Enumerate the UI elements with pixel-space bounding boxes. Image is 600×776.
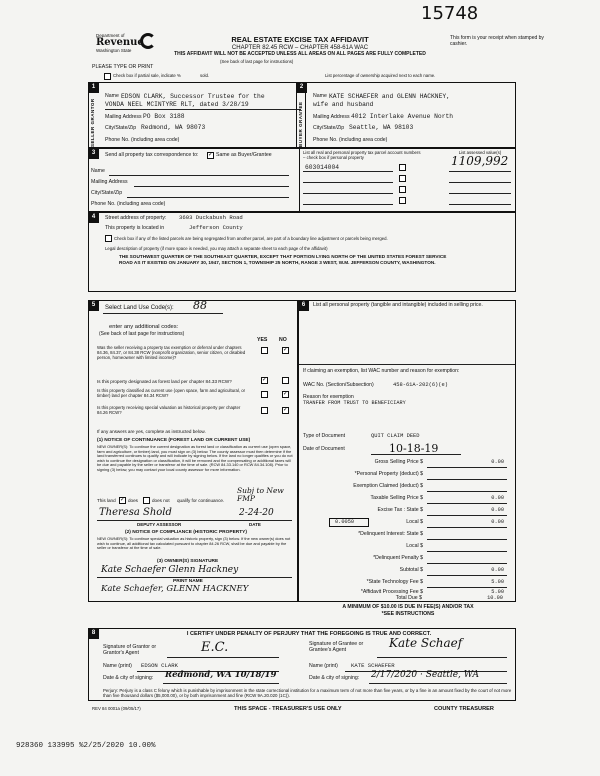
check-mark-icon: ✓ [208, 152, 214, 158]
tax-city-line [127, 197, 289, 198]
assessor-line [97, 520, 292, 521]
q3-no[interactable]: ✓ [283, 391, 289, 397]
segregated-checkbox[interactable] [105, 235, 112, 242]
affidavit-fee-value[interactable]: 5.00 [491, 589, 504, 595]
taxable-value[interactable]: 0.00 [491, 495, 504, 501]
personal-property-label: List all personal property (tangible and intangible) included in selling price. [313, 302, 483, 308]
assessed-value[interactable]: 1109,992 [451, 154, 509, 168]
taxable-label: Taxable Selling Price $ [370, 495, 423, 501]
print-name: Kate Schaefer, GLENN HACKNEY [101, 584, 249, 594]
doc-date-value[interactable]: 10-18-19 [389, 442, 439, 455]
assessed-header: List assessed value(s) [458, 150, 502, 155]
parcel-line-2 [303, 182, 393, 183]
amount-line-3 [427, 491, 507, 492]
property-section [88, 212, 516, 292]
parcel-line-1 [303, 171, 393, 172]
tax-mailing-label: Mailing Address [91, 179, 128, 185]
section-number: 8 [88, 628, 99, 639]
section-number: 3 [88, 148, 99, 159]
buyer-section [296, 82, 516, 148]
amount-line-2 [427, 479, 507, 480]
q4-no[interactable]: ✓ [283, 407, 289, 413]
if-yes-note: If any answers are yes, complete as instructed below. [97, 429, 206, 434]
q1-no[interactable]: ✓ [283, 347, 289, 353]
excise-state-label: Excise Tax : State $ [377, 507, 423, 513]
land-use-underline [103, 313, 223, 314]
excise-state-value[interactable]: 0.00 [491, 507, 504, 513]
see-back-header: (See back of last page for instructions) [220, 59, 294, 64]
notice1-title: (1) NOTICE OF CONTINUANCE (FOREST LAND OR CURRENT USE) [97, 438, 251, 443]
land-use-see-back: (See back of last page for instructions) [99, 331, 185, 337]
grantee-date-line [369, 683, 507, 684]
grantee-sig-line [377, 657, 507, 658]
subtotal-value[interactable]: 0.00 [491, 567, 504, 573]
does-checkbox[interactable]: ✓ [120, 497, 126, 503]
sale-section [298, 300, 516, 602]
affidavit-fee-label: *Affidavit Processing Fee $ [360, 589, 423, 595]
form-warning: THIS AFFIDAVIT WILL NOT BE ACCEPTED UNLESS ALL AREAS ON ALL PAGES ARE FULLY COMPLETED [174, 51, 426, 57]
local-label: Local $ [406, 519, 423, 525]
handwritten-file-number: 15748 [421, 3, 479, 24]
seller-side-label: SELLER GRANTOR [90, 98, 95, 147]
amount-line-4 [427, 503, 507, 504]
section-number: 4 [88, 212, 99, 223]
see-instructions: *SEE INSTRUCTIONS [381, 611, 435, 617]
street-label: Street address of property: [105, 215, 167, 221]
seller-section [88, 82, 306, 148]
total-value[interactable]: 10.00 [487, 595, 503, 601]
seller-mailing[interactable]: PO Box 3188 [143, 113, 185, 120]
parcel-number[interactable]: 603014004 [305, 164, 340, 171]
rev-number: REV 84 0001a (09/05/17) [92, 706, 141, 711]
owners-line [97, 577, 292, 578]
seller-name-underline [105, 109, 301, 110]
buyer-city-label: City/State/Zip [313, 125, 345, 131]
agency-line3: Washington State [96, 48, 132, 54]
no-header: NO [279, 337, 287, 343]
legal-description[interactable]: THE SOUTHWEST QUARTER OF THE SOUTHEAST QUARTER, EXCEPT THAT PORTION LYING NORTH OF THE UNITED STATES FOREST SERVICE ROAD AS IT EXISTED ON JANUARY 30, 1947, SECTION 1, TOWNSHIP 25 NORTH, RANGE 3 WEST, W.M. JEFFERSON COUNTY, WASHINGTON. [119, 254, 447, 265]
buyer-name-2[interactable]: wife and husband [313, 101, 374, 108]
gross-label: Gross Selling Price $ [374, 459, 423, 465]
amount-line-9 [427, 563, 507, 564]
grantee-signature: Kate Schaef [389, 636, 463, 650]
partial-sale-checkbox[interactable] [104, 73, 111, 80]
qualify-label: qualify for continuance. [177, 498, 225, 503]
amount-line-7 [427, 539, 507, 540]
buyer-city[interactable]: Seattle, WA 98103 [349, 124, 414, 131]
buyer-phone-label: Phone No. (including area code) [313, 137, 388, 143]
certification-section [88, 628, 516, 701]
section-number: 6 [298, 300, 309, 311]
buyer-side-label: BUYER GRANTEE [298, 101, 303, 147]
seller-phone-label: Phone No. (including area code) [105, 137, 180, 143]
recording-stamp: 928360 133995 %2/25/2020 10.00% [16, 742, 156, 750]
delinq-local-label: Local $ [406, 543, 423, 549]
form-subtitle: CHAPTER 82.45 RCW – CHAPTER 458-61A WAC [231, 45, 369, 51]
buyer-mailing-label: Mailing Address [313, 114, 350, 120]
wac-label: WAC No. (Section/Subsection) [303, 382, 374, 388]
grantee-name[interactable]: KATE SCHAEFER [351, 662, 395, 669]
sold-label: sold. [200, 73, 210, 78]
tech-fee-value[interactable]: 5.00 [491, 579, 504, 585]
amount-line-1 [427, 467, 507, 468]
notice2-body: NEW OWNER(S): To continue special valuation as historic property, sign (3) below. If the new owner(s) does not wish to continue, all additional tax calculated pursuant to chapter 84.26 RCW, shall be due and payable by the seller or transferor at the time of sale. [97, 536, 291, 551]
perjury-note: Perjury: Perjury is a class C felony which is punishable by imprisonment in the state correctional institution for a maximum term of not more than five years, or by a fine in an amount fixed by the court of not more than five thousand dollars ($5,000.00), or by both imprisonment and fine (RCW 9A.20.020 (1C)). [103, 688, 512, 699]
grantor-sig-label: Signature of Grantor or Grantor's Agent [103, 644, 157, 656]
gross-value[interactable]: 0.00 [491, 459, 504, 465]
grantor-sig-line [167, 657, 279, 658]
delinq-penalty-label: *Delinquent Penalty $ [373, 555, 423, 561]
send-correspondence-label: Send all property tax correspondence to: [105, 152, 199, 158]
print-name-label: PRINT NAME [173, 579, 203, 584]
subject-note: Subj to New FMP [237, 486, 284, 503]
tech-fee-label: *State Technology Fee $ [366, 579, 423, 585]
does-label: does [128, 498, 138, 503]
grantor-signature: E.C. [201, 640, 229, 655]
tax-mailing-line [134, 186, 289, 187]
tax-name-line [109, 175, 289, 176]
assessor-date: 2-24-20 [239, 508, 274, 518]
personal-property-checkbox-1[interactable] [399, 164, 406, 171]
amount-line-11 [427, 587, 507, 588]
grantor-date[interactable]: Redmond, WA 10/18/19 [165, 670, 277, 680]
ownership-pct-note: List percentage of ownership acquired next to each name. [325, 73, 436, 78]
tax-city-label: City/State/Zip [91, 190, 123, 196]
q2-yes[interactable]: ✓ [262, 377, 268, 383]
street-address[interactable]: 3603 Duckabush Road [179, 214, 243, 221]
notice2-title: (2) NOTICE OF COMPLIANCE (HISTORIC PROPERTY) [125, 530, 247, 535]
buyer-name-label: Name [313, 93, 327, 99]
grantee-date[interactable]: 2/17/2020 · Seattle, WA [371, 670, 480, 680]
revenue-logo-icon [140, 33, 156, 49]
buyer-name[interactable]: KATE SCHAEFER and GLENN HACKNEY, [329, 93, 450, 100]
notice1-body: NEW OWNER(S): To continue the current designation as forest land or classification as current use (open space, farm and agriculture, or timber) land, you must sign on (3) below. The county assessor must then determine if the land transferred continues to qualify and will indicate by signing below. If the land no longer qualifies or you do not wish to continue the designation or classification, it will be removed and the compensating or additional taxes will be due and payable by the seller or transferor at the time of sale. (RCW 84.33.140 or RCW 84.34.108). Prior to signing (3) below, you may contact your local county assessor for more information. [97, 444, 293, 473]
land-use-section [88, 300, 298, 602]
reason-value[interactable]: TRANFER FROM TRUST TO BENEFICIARY [303, 400, 406, 406]
date-label: DATE [249, 522, 261, 527]
grantor-date-label: Date & city of signing: [103, 675, 154, 681]
minimum-note: A MINIMUM OF $10.00 IS DUE IN FEE(S) AND/OR TAX [342, 604, 474, 610]
grantee-sig-label: Signature of Grantee or Grantee's Agent [309, 641, 364, 653]
grantee-name-label: Name (print) [309, 663, 338, 669]
q4: Is this property receiving special valuation as historical property per chapter 84.26 RCW? [97, 405, 241, 415]
county-treasurer: COUNTY TREASURER [434, 706, 494, 712]
reason-label: Reason for exemption [303, 394, 354, 400]
certify-statement: I CERTIFY UNDER PENALTY OF PERJURY THAT THE FOREGOING IS TRUE AND CORRECT. [186, 631, 432, 637]
q1-yes[interactable] [261, 347, 268, 354]
seller-city-label: City/State/Zip [105, 125, 137, 131]
assessed-line-3 [449, 193, 511, 194]
agency-line1: Department of [96, 33, 125, 38]
assessor-signature: Theresa Shold [99, 507, 172, 518]
does-not-label: does not [152, 498, 170, 503]
owners-signature: Kate Schaefer Glenn Hackney [101, 565, 239, 575]
receipt-note: This form is your receipt when stamped by cashier. [450, 35, 544, 47]
grantor-name[interactable]: EDSON CLARK [141, 662, 178, 669]
legal-label: Legal description of property (if more space is needed, you may attach a separate sheet to each page of the affidavit) [105, 246, 328, 251]
amount-line-10 [427, 575, 507, 576]
tax-correspondence-section [88, 148, 516, 212]
q3: Is this property classified as current use (open space, farm and agricultural, or timber) land per chapter 84.34 RCW? [97, 388, 246, 398]
grantor-name-label: Name (print) [103, 663, 132, 669]
q2-no[interactable] [282, 377, 289, 384]
tax-phone-label: Phone No. (including area code) [91, 201, 166, 207]
additional-codes-label: enter any additional codes: [109, 324, 179, 330]
personal-deduct-label: *Personal Property (deduct) $ [354, 471, 423, 477]
tax-name-label: Name [91, 168, 105, 174]
personal-property-checkbox-2[interactable] [399, 175, 406, 182]
land-use-code[interactable]: 88 [193, 299, 207, 312]
total-label: Total Due $ [395, 595, 422, 601]
agency-line2: Revenue [96, 37, 144, 49]
q3-yes[interactable] [261, 391, 268, 398]
partial-sale-label: Check box if partial sale, indicate % [113, 73, 181, 78]
grantee-date-label: Date & city of signing: [309, 675, 360, 681]
buyer-mailing[interactable]: 4012 Interlake Avenue North [351, 113, 454, 120]
amount-line-8 [427, 551, 507, 552]
personal-property-checkbox-3[interactable] [399, 186, 406, 193]
amount-line-6 [427, 527, 507, 528]
treasurer-only: THIS SPACE - TREASURER'S USE ONLY [234, 706, 342, 712]
section-number: 2 [296, 82, 307, 93]
personal-property-divider [299, 364, 515, 365]
assessed-line-1 [449, 171, 511, 172]
delinq-interest-label: *Delinquent Interest: State $ [358, 531, 423, 537]
assessed-line-4 [449, 204, 511, 205]
type-or-print: PLEASE TYPE OR PRINT [92, 64, 154, 70]
same-as-buyer-checkbox[interactable] [207, 152, 214, 159]
section-number: 5 [88, 300, 99, 311]
segregated-label: Check box if any of the listed parcels are being segregated from another parcel, are part of a boundary line adjustment or parcels being merged. [114, 236, 388, 241]
personal-property-checkbox-4[interactable] [399, 197, 406, 204]
amount-line-5 [427, 515, 507, 516]
does-not-checkbox[interactable] [143, 497, 150, 504]
owners-sig-label: (3) OWNER(S) SIGNATURE [157, 559, 219, 564]
form-title: REAL ESTATE EXCISE TAX AFFIDAVIT [231, 35, 369, 44]
doc-type-value[interactable]: QUIT CLAIM DEED [371, 433, 420, 439]
deputy-label: DEPUTY ASSESSOR [137, 522, 182, 527]
seller-city[interactable]: Redmond, WA 98073 [141, 124, 206, 131]
rate-value[interactable]: 0.0050 [335, 519, 355, 525]
parcel-line-3 [303, 193, 393, 194]
parcel-header: List all real and personal property tax parcel account numbers – check box if personal property [303, 150, 421, 160]
this-land-label: This land [97, 498, 116, 503]
seller-mailing-label: Mailing Address [105, 114, 142, 120]
wac-value[interactable]: 458-61A-202(6)(e) [393, 382, 448, 388]
seller-name-label: Name [105, 93, 119, 99]
divider [299, 148, 300, 212]
county-value[interactable]: Jefferson County [189, 224, 243, 231]
subtotal-label: Subtotal $ [399, 567, 423, 573]
doc-date-line [371, 454, 461, 455]
county-label: This property is located in [105, 225, 165, 231]
q1: Was the seller receiving a property tax exemption or deferral under chapters 84.36, 84.37, or 84.38 RCW (nonprofit organization, senior citizen, or disabled person, homeowner with limited income)? [97, 345, 246, 360]
exemption-claim-label: If claiming an exemption, list WAC number and reason for exemption: [303, 368, 460, 374]
doc-date-label: Date of Document [303, 446, 345, 452]
grantor-date-line [163, 683, 279, 684]
q2: Is this property designated as forest land per chapter 84.33 RCW? [97, 379, 232, 384]
parcel-line-4 [303, 204, 393, 205]
section-number: 1 [88, 82, 99, 93]
seller-name[interactable]: EDSON CLARK, Successor Trustee for the [121, 93, 265, 100]
assessed-line-2 [449, 182, 511, 183]
local-value[interactable]: 0.00 [491, 519, 504, 525]
yes-header: YES [257, 337, 268, 343]
same-as-buyer-label: Same as Buyer/Grantee [216, 152, 272, 158]
land-use-label: Select Land Use Code(s): [105, 305, 174, 311]
doc-type-label: Type of Document [303, 433, 346, 439]
seller-name-2[interactable]: VONDA NEEL MCINTYRE RLT, dated 3/28/19 [105, 101, 249, 108]
q4-yes[interactable] [261, 407, 268, 414]
exemption-deduct-label: Exemption Claimed (deduct) $ [353, 483, 423, 489]
